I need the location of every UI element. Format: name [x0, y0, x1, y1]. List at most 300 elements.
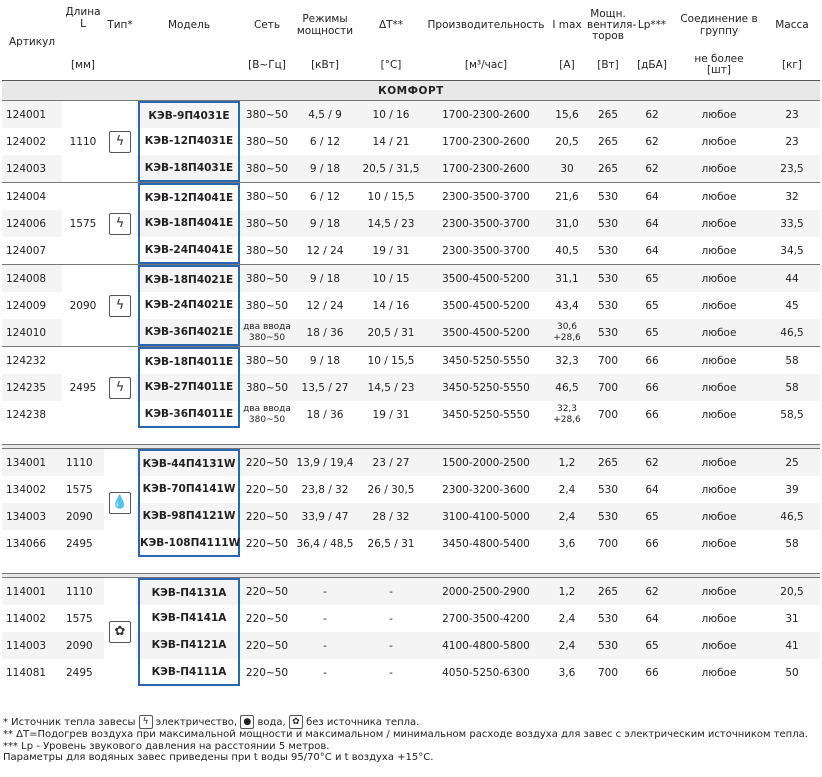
cell-dt: -	[358, 578, 424, 606]
cell-group: любое	[674, 237, 764, 265]
cell-dt: 10 / 15,5	[358, 347, 424, 375]
cell-mass: 33,5	[764, 210, 820, 237]
unit-network: [В~Гц]	[242, 50, 292, 81]
footnotes	[3, 715, 808, 764]
cell-modes: 9 / 18	[292, 265, 358, 293]
note-2: ** ΔT=Подогрев воздуха при максимальной мощности и максимальном / минимальном расходе воздуха для завес с электрическим источником тепла.	[3, 729, 808, 740]
cell-modes: -	[292, 659, 358, 686]
cell-fan-power: 530	[586, 210, 630, 237]
cell-productivity: 3450-5250-5550	[424, 374, 548, 401]
cell-length: 2495	[62, 530, 104, 557]
cell-network: 380~50	[242, 128, 292, 155]
cell-imax: 46,5	[548, 374, 586, 401]
cell-lp: 66	[630, 401, 674, 428]
cell-mass: 23	[764, 128, 820, 155]
cell-mass: 31	[764, 605, 820, 632]
electric-icon: ϟ	[109, 213, 131, 235]
unit-length: [мм]	[62, 50, 104, 81]
header-fan-power: Мощн. вентиля- торов	[587, 7, 637, 42]
cell-productivity: 2300-3500-3700	[424, 183, 548, 211]
cell-mass: 58	[764, 374, 820, 401]
model-cell	[136, 659, 242, 686]
cell-modes: 36,4 / 48,5	[292, 530, 358, 557]
cell-network: 380~50	[242, 237, 292, 265]
cell-network: 220~50	[242, 659, 292, 686]
cell-imax: 1,2	[548, 449, 586, 477]
cell-imax: 21,6	[548, 183, 586, 211]
cell-fan-power: 265	[586, 101, 630, 129]
cell-lp: 62	[630, 449, 674, 477]
cell-length: 2090	[62, 632, 104, 659]
cell-lp: 66	[630, 374, 674, 401]
cell-productivity: 1700-2300-2600	[424, 155, 548, 183]
cell-dt: 14 / 16	[358, 292, 424, 319]
cell-group: любое	[674, 183, 764, 211]
cell-article: 134001	[2, 449, 62, 477]
unit-modes: [кВт]	[292, 50, 358, 81]
cell-productivity: 3500-4500-5200	[424, 292, 548, 319]
model-name: КЭВ-70П4141W	[138, 476, 240, 503]
cell-lp: 64	[630, 237, 674, 265]
cell-modes: 13,9 / 19,4	[292, 449, 358, 477]
cell-dt: -	[358, 605, 424, 632]
unit-dt: [°С]	[358, 50, 424, 81]
model-name: КЭВ-44П4131W	[138, 449, 240, 476]
cell-mass: 44	[764, 265, 820, 293]
model-name: КЭВ-18П4031E	[138, 155, 240, 182]
cell-modes: -	[292, 632, 358, 659]
cell-fan-power: 530	[586, 632, 630, 659]
cell-group: любое	[674, 210, 764, 237]
cell-productivity: 3500-4500-5200	[424, 319, 548, 347]
cell-imax: 15,6	[548, 101, 586, 129]
cell-network: 380~50	[242, 183, 292, 211]
cell-fan-power: 530	[586, 265, 630, 293]
cell-modes: 12 / 24	[292, 292, 358, 319]
cell-dt: 23 / 27	[358, 449, 424, 477]
model-name: КЭВ-12П4041E	[138, 183, 240, 210]
model-name: КЭВ-36П4021E	[138, 319, 240, 346]
cell-type	[104, 449, 136, 558]
header-length: Длина L	[65, 6, 101, 30]
cell-network: два ввода 380~50	[242, 319, 292, 347]
cell-mass: 58,5	[764, 401, 820, 428]
water-drop-icon: 💧	[109, 492, 131, 514]
cell-lp: 65	[630, 265, 674, 293]
cell-network: 380~50	[242, 347, 292, 375]
cell-lp: 65	[630, 292, 674, 319]
cell-productivity: 3450-5250-5550	[424, 401, 548, 428]
cell-network: 220~50	[242, 476, 292, 503]
electric-icon: ϟ	[139, 715, 153, 729]
cell-fan-power: 265	[586, 449, 630, 477]
cell-productivity: 3100-4100-5000	[424, 503, 548, 530]
cell-lp: 64	[630, 210, 674, 237]
model-cell	[136, 401, 242, 428]
cell-fan-power: 700	[586, 659, 630, 686]
cell-fan-power: 265	[586, 578, 630, 606]
model-name: КЭВ-24П4041E	[138, 237, 240, 264]
cell-mass: 20,5	[764, 578, 820, 606]
cell-group: любое	[674, 128, 764, 155]
cell-dt: 14 / 21	[358, 128, 424, 155]
cell-imax: 2,4	[548, 476, 586, 503]
cell-modes: 33,9 / 47	[292, 503, 358, 530]
cell-lp: 66	[630, 530, 674, 557]
cell-imax: 32,3	[548, 347, 586, 375]
model-name: КЭВ-18П4021E	[138, 265, 240, 292]
header-model: Модель	[167, 19, 211, 31]
cell-modes: 13,5 / 27	[292, 374, 358, 401]
cell-article: 124008	[2, 265, 62, 293]
cell-productivity: 1700-2300-2600	[424, 101, 548, 129]
cell-group: любое	[674, 578, 764, 606]
header-article: Артикул	[8, 36, 56, 48]
cell-article: 124238	[2, 401, 62, 428]
model-name: КЭВ-24П4021E	[138, 292, 240, 319]
cell-length: 2090	[62, 503, 104, 530]
cell-article: 124009	[2, 292, 62, 319]
cell-fan-power: 530	[586, 319, 630, 347]
model-cell	[136, 449, 242, 477]
cell-article: 124006	[2, 210, 62, 237]
unit-model	[136, 50, 242, 81]
model-name: КЭВ-27П4011E	[138, 374, 240, 401]
cell-article: 134066	[2, 530, 62, 557]
note-3: *** Lp - Уровень звукового давления на расстоянии 5 метров.	[3, 740, 330, 752]
cell-dt: -	[358, 659, 424, 686]
cell-productivity: 2300-3500-3700	[424, 210, 548, 237]
cell-lp: 64	[630, 183, 674, 211]
cell-network: 380~50	[242, 210, 292, 237]
cell-lp: 65	[630, 319, 674, 347]
cell-article: 124235	[2, 374, 62, 401]
cell-group: любое	[674, 265, 764, 293]
cell-length: 2090	[62, 265, 104, 347]
cell-group: любое	[674, 292, 764, 319]
electric-icon: ϟ	[109, 377, 131, 399]
header-type: Тип*	[107, 19, 133, 31]
cell-article: 124001	[2, 101, 62, 129]
cell-network: 220~50	[242, 605, 292, 632]
electric-icon: ϟ	[109, 295, 131, 317]
cell-article: 114002	[2, 605, 62, 632]
table-row	[2, 578, 820, 606]
cell-group: любое	[674, 319, 764, 347]
cell-mass: 41	[764, 632, 820, 659]
unit-productivity: [м³/час]	[424, 50, 548, 81]
cell-fan-power: 530	[586, 605, 630, 632]
model-cell	[136, 292, 242, 319]
cell-imax: 1,2	[548, 578, 586, 606]
cell-article: 114003	[2, 632, 62, 659]
cell-lp: 65	[630, 503, 674, 530]
note-1: * Источник тепла завесы ϟ электричество, ● вода, ✿ без источника тепла.	[3, 717, 420, 728]
cell-mass: 46,5	[764, 503, 820, 530]
cell-dt: 10 / 15	[358, 265, 424, 293]
cell-mass: 45	[764, 292, 820, 319]
cell-imax: 30,6 +28,6	[548, 319, 586, 347]
model-name: КЭВ-98П4121W	[138, 503, 240, 530]
cell-group: любое	[674, 530, 764, 557]
cell-modes: 9 / 18	[292, 347, 358, 375]
cell-productivity: 4050-5250-6300	[424, 659, 548, 686]
cell-imax: 43,4	[548, 292, 586, 319]
cell-imax: 31,0	[548, 210, 586, 237]
cell-mass: 25	[764, 449, 820, 477]
model-cell	[136, 632, 242, 659]
cell-modes: 4,5 / 9	[292, 101, 358, 129]
cell-dt: 20,5 / 31,5	[358, 155, 424, 183]
cell-productivity: 1700-2300-2600	[424, 128, 548, 155]
cell-length: 1575	[62, 476, 104, 503]
cell-dt: 10 / 16	[358, 101, 424, 129]
gap-cell	[2, 428, 820, 445]
section-gap	[2, 428, 820, 445]
cell-modes: -	[292, 605, 358, 632]
cell-network: 380~50	[242, 374, 292, 401]
cell-modes: 12 / 24	[292, 237, 358, 265]
cell-productivity: 1500-2000-2500	[424, 449, 548, 477]
cell-lp: 66	[630, 347, 674, 375]
model-cell	[136, 183, 242, 211]
cell-mass: 34,5	[764, 237, 820, 265]
cell-productivity: 2700-3500-4200	[424, 605, 548, 632]
cell-modes: 6 / 12	[292, 183, 358, 211]
cell-article: 124232	[2, 347, 62, 375]
cell-group: любое	[674, 605, 764, 632]
cell-dt: 28 / 32	[358, 503, 424, 530]
cell-group: любое	[674, 155, 764, 183]
cell-group: любое	[674, 374, 764, 401]
cell-dt: 19 / 31	[358, 401, 424, 428]
cell-group: любое	[674, 659, 764, 686]
model-cell	[136, 578, 242, 606]
fan-icon: ✿	[109, 621, 131, 643]
cell-group: любое	[674, 476, 764, 503]
header-dt: ΔT**	[378, 19, 404, 31]
cell-network: 220~50	[242, 530, 292, 557]
model-name: КЭВ-П4131А	[138, 578, 240, 605]
unit-article	[2, 50, 62, 81]
unit-type	[104, 50, 136, 81]
cell-network: 220~50	[242, 449, 292, 477]
cell-article: 114081	[2, 659, 62, 686]
header-mass: Масса	[775, 19, 809, 31]
cell-productivity: 3450-4800-5400	[424, 530, 548, 557]
model-cell	[136, 476, 242, 503]
cell-productivity: 2300-3200-3600	[424, 476, 548, 503]
cell-length: 1110	[62, 449, 104, 477]
cell-modes: 18 / 36	[292, 401, 358, 428]
cell-lp: 64	[630, 605, 674, 632]
cell-network: 380~50	[242, 292, 292, 319]
cell-mass: 23	[764, 101, 820, 129]
header-network: Сеть	[253, 19, 281, 31]
cell-type	[104, 183, 136, 265]
cell-lp: 66	[630, 659, 674, 686]
model-cell	[136, 265, 242, 293]
cell-lp: 65	[630, 632, 674, 659]
cell-fan-power: 530	[586, 503, 630, 530]
cell-type	[104, 347, 136, 429]
section-gap	[2, 557, 820, 574]
model-name: КЭВ-108П4111W	[138, 530, 240, 557]
cell-type	[104, 265, 136, 347]
model-cell	[136, 101, 242, 129]
table-row	[2, 265, 820, 293]
table-row	[2, 347, 820, 375]
cell-dt: 26,5 / 31	[358, 530, 424, 557]
cell-modes: 23,8 / 32	[292, 476, 358, 503]
cell-type	[104, 578, 136, 687]
cell-network: 380~50	[242, 155, 292, 183]
gap-cell	[2, 557, 820, 574]
cell-mass: 58	[764, 530, 820, 557]
cell-lp: 62	[630, 578, 674, 606]
cell-fan-power: 700	[586, 530, 630, 557]
model-name: КЭВ-12П4031E	[138, 128, 240, 155]
unit-fan-power: [Вт]	[586, 50, 630, 81]
cell-mass: 23,5	[764, 155, 820, 183]
cell-article: 124010	[2, 319, 62, 347]
cell-dt: 10 / 15,5	[358, 183, 424, 211]
cell-modes: -	[292, 578, 358, 606]
model-cell	[136, 530, 242, 557]
cell-length: 1110	[62, 101, 104, 183]
model-cell	[136, 237, 242, 265]
cell-length: 1575	[62, 605, 104, 632]
cell-type	[104, 101, 136, 183]
cell-length: 1110	[62, 578, 104, 606]
cell-productivity: 2300-3500-3700	[424, 237, 548, 265]
cell-mass: 50	[764, 659, 820, 686]
cell-imax: 2,4	[548, 632, 586, 659]
cell-dt: 19 / 31	[358, 237, 424, 265]
cell-modes: 9 / 18	[292, 210, 358, 237]
cell-productivity: 3450-5250-5550	[424, 347, 548, 375]
cell-article: 114001	[2, 578, 62, 606]
cell-fan-power: 700	[586, 374, 630, 401]
model-name: КЭВ-П4121А	[138, 632, 240, 659]
cell-article: 124007	[2, 237, 62, 265]
cell-imax: 20,5	[548, 128, 586, 155]
model-name: КЭВ-П4141А	[138, 605, 240, 632]
cell-imax: 32,3 +28,6	[548, 401, 586, 428]
model-name: КЭВ-18П4041E	[138, 210, 240, 237]
cell-dt: 20,5 / 31	[358, 319, 424, 347]
model-cell	[136, 319, 242, 347]
cell-length: 2495	[62, 659, 104, 686]
model-cell	[136, 605, 242, 632]
cell-mass: 58	[764, 347, 820, 375]
cell-group: любое	[674, 401, 764, 428]
cell-network: 380~50	[242, 101, 292, 129]
cell-lp: 62	[630, 128, 674, 155]
cell-fan-power: 700	[586, 401, 630, 428]
cell-productivity: 2000-2500-2900	[424, 578, 548, 606]
cell-imax: 3,6	[548, 659, 586, 686]
cell-length: 1575	[62, 183, 104, 265]
model-cell	[136, 503, 242, 530]
model-cell	[136, 210, 242, 237]
cell-imax: 3,6	[548, 530, 586, 557]
cell-fan-power: 265	[586, 155, 630, 183]
header-productivity: Производительность	[427, 19, 545, 31]
model-cell	[136, 128, 242, 155]
cell-network: 220~50	[242, 632, 292, 659]
model-cell	[136, 374, 242, 401]
cell-dt: 14,5 / 23	[358, 374, 424, 401]
cell-modes: 9 / 18	[292, 155, 358, 183]
cell-lp: 62	[630, 101, 674, 129]
model-name: КЭВ-9П4031E	[138, 101, 240, 128]
cell-group: любое	[674, 503, 764, 530]
header-lp: Lp***	[637, 19, 667, 31]
cell-article: 124002	[2, 128, 62, 155]
cell-fan-power: 700	[586, 347, 630, 375]
cell-network: 380~50	[242, 265, 292, 293]
unit-group: не более [шт]	[674, 50, 764, 81]
cell-group: любое	[674, 632, 764, 659]
table-row	[2, 183, 820, 211]
cell-fan-power: 530	[586, 292, 630, 319]
note-4: Параметры для водяных завес приведены при t воды 95/70°С и t воздуха +15°С.	[3, 752, 434, 764]
unit-mass: [кг]	[764, 50, 820, 81]
cell-article: 124003	[2, 155, 62, 183]
cell-lp: 64	[630, 476, 674, 503]
header-imax: I max	[552, 19, 582, 31]
cell-lp: 62	[630, 155, 674, 183]
cell-dt: 26 / 30,5	[358, 476, 424, 503]
model-cell	[136, 155, 242, 183]
cell-group: любое	[674, 101, 764, 129]
fan-icon: ✿	[289, 715, 303, 729]
spec-table	[2, 0, 820, 686]
cell-imax: 40,5	[548, 237, 586, 265]
header-group: Соединение в группу	[680, 13, 758, 37]
cell-network: 220~50	[242, 578, 292, 606]
cell-fan-power: 530	[586, 237, 630, 265]
cell-group: любое	[674, 449, 764, 477]
model-cell	[136, 347, 242, 375]
model-name: КЭВ-36П4011E	[138, 401, 240, 428]
cell-fan-power: 265	[586, 128, 630, 155]
cell-dt: -	[358, 632, 424, 659]
cell-article: 134002	[2, 476, 62, 503]
cell-imax: 2,4	[548, 605, 586, 632]
unit-lp: [дБА]	[630, 50, 674, 81]
table-row	[2, 449, 820, 477]
model-name: КЭВ-П4111А	[138, 659, 240, 686]
cell-length: 2495	[62, 347, 104, 429]
cell-article: 124004	[2, 183, 62, 211]
cell-fan-power: 530	[586, 476, 630, 503]
table-row	[2, 101, 820, 129]
cell-fan-power: 530	[586, 183, 630, 211]
cell-productivity: 3500-4500-5200	[424, 265, 548, 293]
cell-imax: 31,1	[548, 265, 586, 293]
cell-dt: 14,5 / 23	[358, 210, 424, 237]
cell-imax: 30	[548, 155, 586, 183]
cell-article: 134003	[2, 503, 62, 530]
model-name: КЭВ-18П4011E	[138, 347, 240, 374]
cell-mass: 46,5	[764, 319, 820, 347]
cell-modes: 6 / 12	[292, 128, 358, 155]
cell-network: два ввода 380~50	[242, 401, 292, 428]
header-modes: Режимы мощности	[296, 13, 354, 37]
cell-network: 220~50	[242, 503, 292, 530]
